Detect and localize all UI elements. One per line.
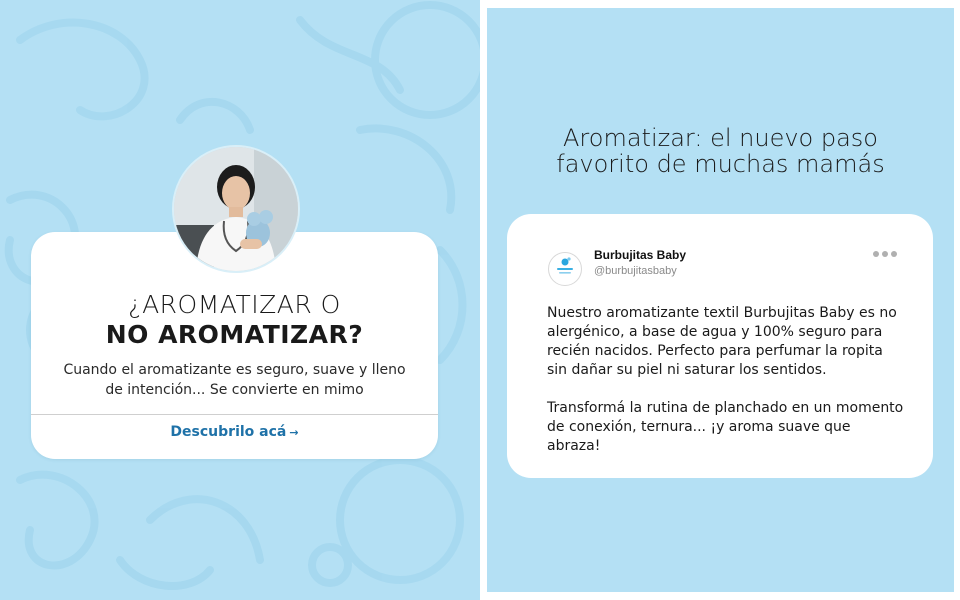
- dot: [891, 251, 897, 257]
- doodle-wave: [360, 128, 451, 210]
- bubbles-logo-icon: [549, 253, 581, 285]
- headline-line-2: NO AROMATIZAR?: [105, 320, 364, 349]
- account-handle[interactable]: @burbujitasbaby: [594, 265, 677, 277]
- card-headline: [31, 290, 438, 350]
- arrow-right-icon: →: [289, 426, 299, 439]
- doodle-wave: [120, 560, 210, 586]
- brand-logo[interactable]: [548, 252, 582, 286]
- discover-link[interactable]: [31, 424, 438, 440]
- right-panel: [487, 8, 954, 592]
- doodle-wave: [180, 102, 250, 130]
- dot: [873, 251, 879, 257]
- doodle-circle: [312, 547, 348, 583]
- doodle-cloud: [20, 475, 95, 566]
- doodle-wave: [150, 499, 260, 560]
- tweet-card: [507, 214, 933, 478]
- card-divider: [31, 414, 438, 415]
- tweet-paragraph-2: Transformá la rutina de planchado en un momento de conexión, ternura... ¡y aroma suave que abraza!: [547, 400, 904, 454]
- right-panel-title: [487, 125, 954, 177]
- doodle-wave: [440, 250, 463, 360]
- doodle-swirl: [20, 23, 145, 117]
- account-name[interactable]: Burbujitas Baby: [594, 248, 687, 262]
- doctor-illustration: [174, 147, 298, 271]
- dot: [882, 251, 888, 257]
- card-subtext: Cuando el aromatizante es seguro, suave y lleno de intención... Se convierte en mimo: [63, 362, 406, 398]
- discover-link-label: Descubrilo acá: [170, 424, 287, 440]
- tweet-paragraph-1: Nuestro aromatizante textil Burbujitas Baby es no alergénico, a base de agua y 100% seguro para recién nacidos. Perfecto para perfumar la ropita sin dañar su piel ni saturar los sentidos.: [547, 305, 897, 378]
- doodle-circle: [340, 460, 460, 580]
- doodle-circle: [375, 5, 480, 115]
- headline-line-1: ¿AROMATIZAR O: [128, 290, 341, 319]
- more-options-icon[interactable]: [873, 251, 897, 259]
- doctor-avatar: [172, 145, 300, 273]
- tweet-body: [547, 304, 907, 475]
- title-line-2: favorito de muchas mamás: [556, 150, 885, 178]
- title-line-1: Aromatizar: el nuevo paso: [563, 124, 878, 152]
